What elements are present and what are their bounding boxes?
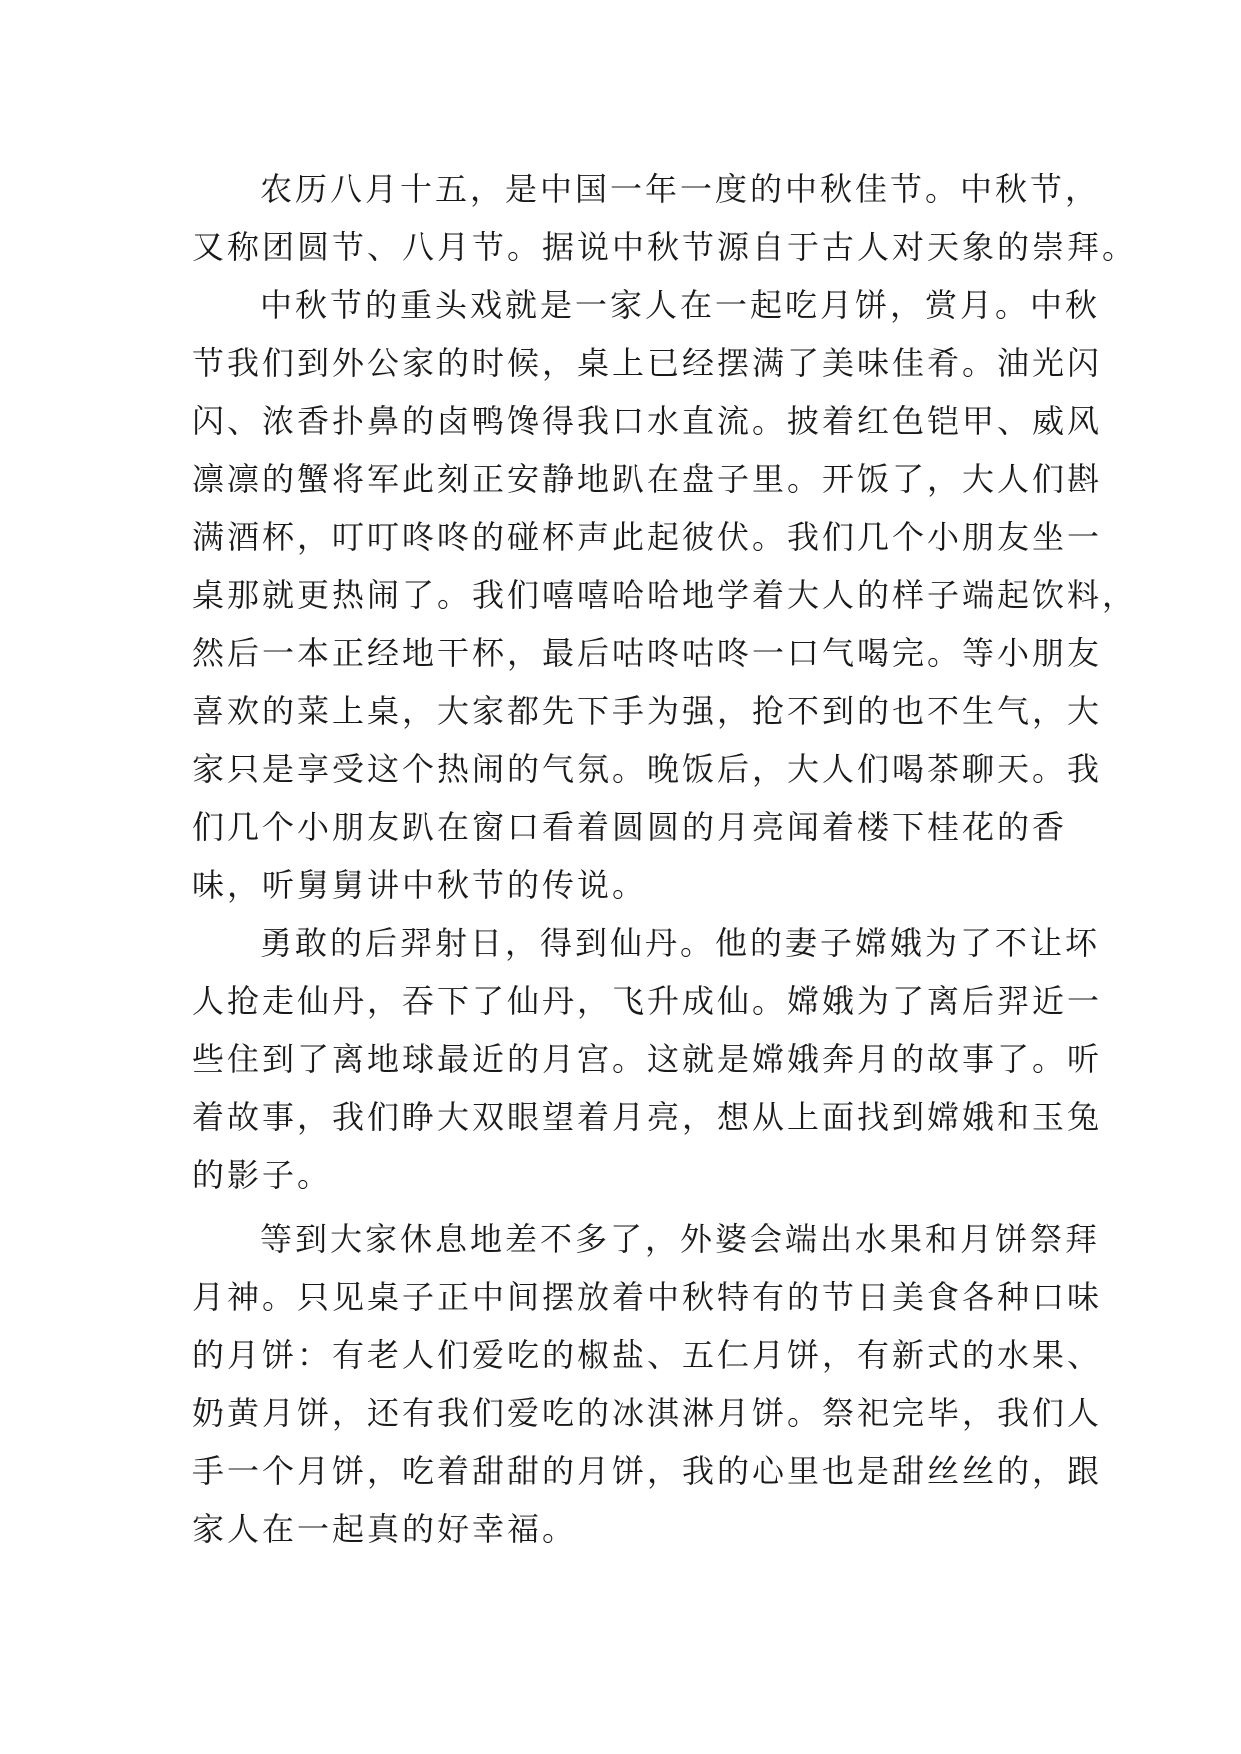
text-line: 农历八月十五，是中国一年一度的中秋佳节。中秋节，	[260, 170, 1101, 208]
text-line: 中秋节的重头戏就是一家人在一起吃月饼，赏月。中秋	[260, 286, 1101, 324]
paragraph-worship	[192, 1210, 1103, 1558]
text-line: 节我们到外公家的时候，桌上已经摆满了美味佳肴。油光闪	[192, 344, 1103, 382]
text-line: 又称团圆节、八月节。据说中秋节源自于古人对天象的崇拜。	[192, 228, 1138, 266]
text-line: 人抢走仙丹，吞下了仙丹，飞升成仙。嫦娥为了离后羿近一	[192, 982, 1103, 1020]
paragraph-legend	[192, 914, 1103, 1204]
text-line: 等到大家休息地差不多了，外婆会端出水果和月饼祭拜	[260, 1220, 1101, 1258]
text-line: 的影子。	[192, 1156, 333, 1194]
text-line: 桌那就更热闹了。我们嘻嘻哈哈地学着大人的样子端起饮料，	[192, 576, 1138, 614]
text-line: 闪、浓香扑鼻的卤鸭馋得我口水直流。披着红色铠甲、威风	[192, 402, 1103, 440]
text-line: 满酒杯，叮叮咚咚的碰杯声此起彼伏。我们几个小朋友坐一	[192, 518, 1103, 556]
essay-body	[192, 160, 1138, 1558]
paragraph-intro	[192, 160, 1138, 276]
paragraph-dinner	[192, 276, 1138, 914]
text-line: 手一个月饼，吃着甜甜的月饼，我的心里也是甜丝丝的，跟	[192, 1452, 1103, 1490]
text-line: 味，听舅舅讲中秋节的传说。	[192, 866, 648, 904]
text-line: 家人在一起真的好幸福。	[192, 1510, 578, 1548]
text-line: 奶黄月饼，还有我们爱吃的冰淇淋月饼。祭祀完毕，我们人	[192, 1394, 1103, 1432]
text-line: 家只是享受这个热闹的气氛。晚饭后，大人们喝茶聊天。我	[192, 750, 1103, 788]
text-line: 凛凛的蟹将军此刻正安静地趴在盘子里。开饭了，大人们斟	[192, 460, 1103, 498]
text-line: 月神。只见桌子正中间摆放着中秋特有的节日美食各种口味	[192, 1278, 1103, 1316]
text-line: 的月饼：有老人们爱吃的椒盐、五仁月饼，有新式的水果、	[192, 1336, 1103, 1374]
text-line: 些住到了离地球最近的月宫。这就是嫦娥奔月的故事了。听	[192, 1040, 1103, 1078]
text-line: 着故事，我们睁大双眼望着月亮，想从上面找到嫦娥和玉兔	[192, 1098, 1103, 1136]
text-line: 们几个小朋友趴在窗口看着圆圆的月亮闻着楼下桂花的香	[192, 808, 1068, 846]
text-line: 喜欢的菜上桌，大家都先下手为强，抢不到的也不生气，大	[192, 692, 1103, 730]
text-line: 然后一本正经地干杯，最后咕咚咕咚一口气喝完。等小朋友	[192, 634, 1103, 672]
text-line: 勇敢的后羿射日，得到仙丹。他的妻子嫦娥为了不让坏	[260, 924, 1101, 962]
